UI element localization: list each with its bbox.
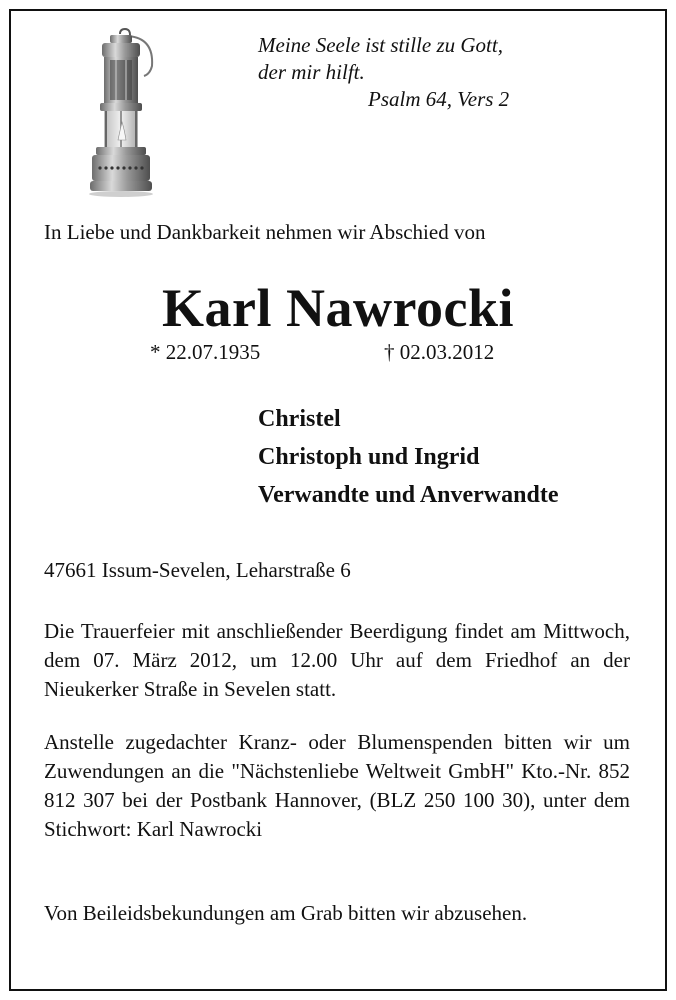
mourners-list bbox=[258, 400, 558, 514]
psalm-verse bbox=[258, 32, 509, 113]
mourner-name: Christoph und Ingrid bbox=[258, 444, 480, 470]
birth-date: * 22.07.1935 bbox=[150, 340, 261, 364]
intro-text: In Liebe und Dankbarkeit nehmen wir Abschied von bbox=[44, 220, 486, 244]
deceased-name: Karl Nawrocki bbox=[162, 278, 514, 338]
condolence-note: Von Beileidsbekundungen am Grab bitten wir abzusehen. bbox=[44, 901, 528, 925]
family-address: 47661 Issum-Sevelen, Leharstraße 6 bbox=[44, 558, 351, 582]
verse-line-2: der mir hilft. bbox=[258, 60, 365, 84]
death-date: † 02.03.2012 bbox=[384, 340, 495, 364]
funeral-info: Die Trauerfeier mit anschließender Beerdigung findet am Mittwoch, dem 07. März 2012, um 12.00 Uhr auf dem Friedhof an der Nieukerker Straße in Sevelen statt. bbox=[44, 619, 630, 701]
mourner-name: Christel bbox=[258, 406, 341, 432]
verse-reference: Psalm 64, Vers 2 bbox=[368, 87, 510, 111]
miners-lamp-icon bbox=[80, 28, 164, 198]
verse-line-1: Meine Seele ist stille zu Gott, bbox=[258, 33, 503, 57]
donation-info: Anstelle zugedachter Kranz- oder Blumenspenden bitten wir um Zuwendungen an die "Nächstenliebe Weltweit GmbH" Kto.-Nr. 852 812 307 bei der Postbank Hannover, (BLZ 250 100 30), unter dem Stichwort: Karl Nawrocki bbox=[44, 730, 630, 841]
mourner-name: Verwandte und Anverwandte bbox=[258, 482, 559, 508]
